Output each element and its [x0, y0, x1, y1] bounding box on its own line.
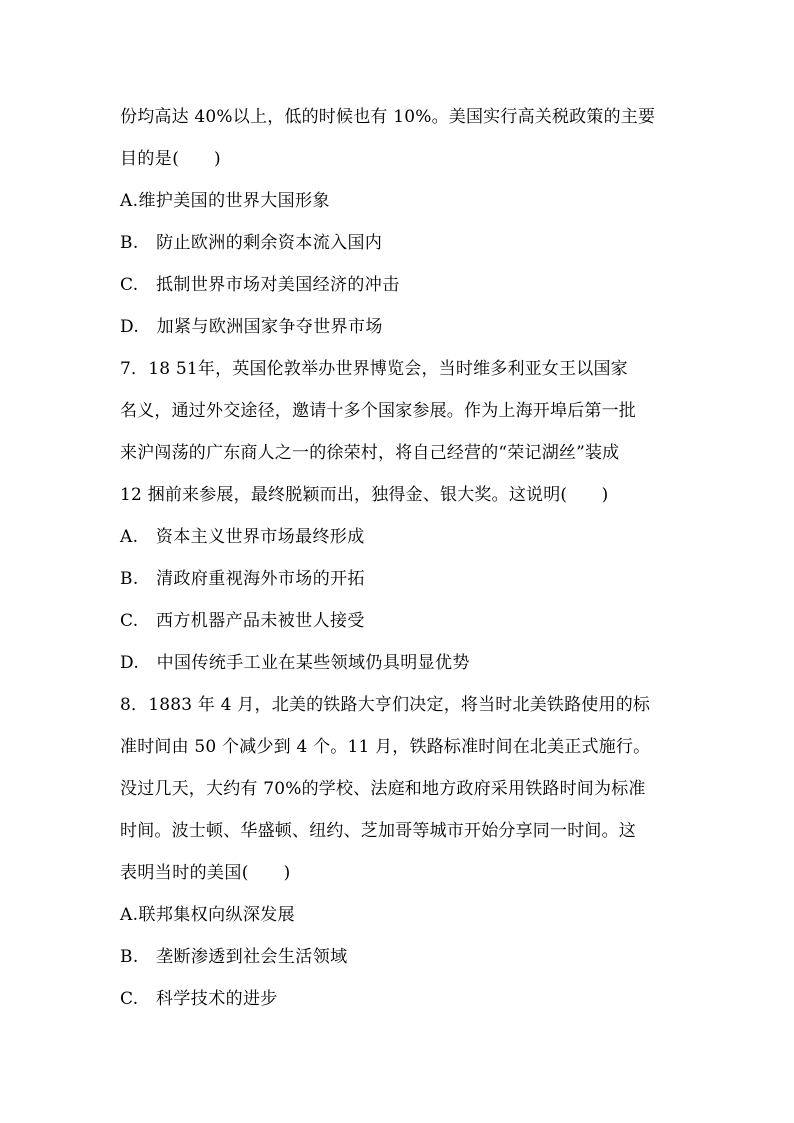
text-line: 份均高达 40%以上，低的时候也有 10%。美国实行高关税政策的主要: [120, 107, 656, 127]
text-line: 准时间由 50 个减少到 4 个。11 月，铁路标准时间在北美正式施行。: [120, 737, 651, 757]
option-line: A.维护美国的世界大国形象: [120, 191, 330, 211]
option-line: A. 资本主义世界市场最终形成: [120, 527, 365, 547]
option-line: C. 科学技术的进步: [120, 989, 278, 1009]
text-line: 目的是( ): [120, 149, 222, 169]
text-line: 名义，通过外交途径，邀请十多个国家参展。作为上海开埠后第一批: [120, 401, 636, 421]
option-line: D. 加紧与欧洲国家争夺世界市场: [120, 317, 383, 337]
option-line: B. 垄断渗透到社会生活领域: [120, 947, 348, 967]
option-line: D. 中国传统手工业在某些领域仍具明显优势: [120, 653, 470, 673]
question-line: 7．18 51年，英国伦敦举办世界博览会，当时维多利亚女王以国家: [120, 359, 628, 379]
option-line: A.联邦集权向纵深发展: [120, 905, 296, 925]
question-line: 8．1883 年 4 月，北美的铁路大亨们决定，将当时北美铁路使用的标: [120, 695, 651, 715]
option-line: B. 防止欧洲的剩余资本流入国内: [120, 233, 383, 253]
option-line: B. 清政府重视海外市场的开拓: [120, 569, 365, 589]
option-line: C. 西方机器产品未被世人接受: [120, 611, 365, 631]
text-line: 12 捆前来参展，最终脱颖而出，独得金、银大奖。这说明( ): [120, 485, 609, 505]
option-line: C. 抵制世界市场对美国经济的冲击: [120, 275, 400, 295]
text-line: 表明当时的美国( ): [120, 863, 291, 883]
text-line: 时间。波士顿、华盛顿、纽约、芝加哥等城市开始分享同一时间。这: [120, 821, 636, 841]
text-line: 来沪闯荡的广东商人之一的徐荣村，将自己经营的“荣记湖丝”装成: [120, 443, 620, 463]
text-line: 没过几天，大约有 70%的学校、法庭和地方政府采用铁路时间为标准: [120, 779, 646, 799]
